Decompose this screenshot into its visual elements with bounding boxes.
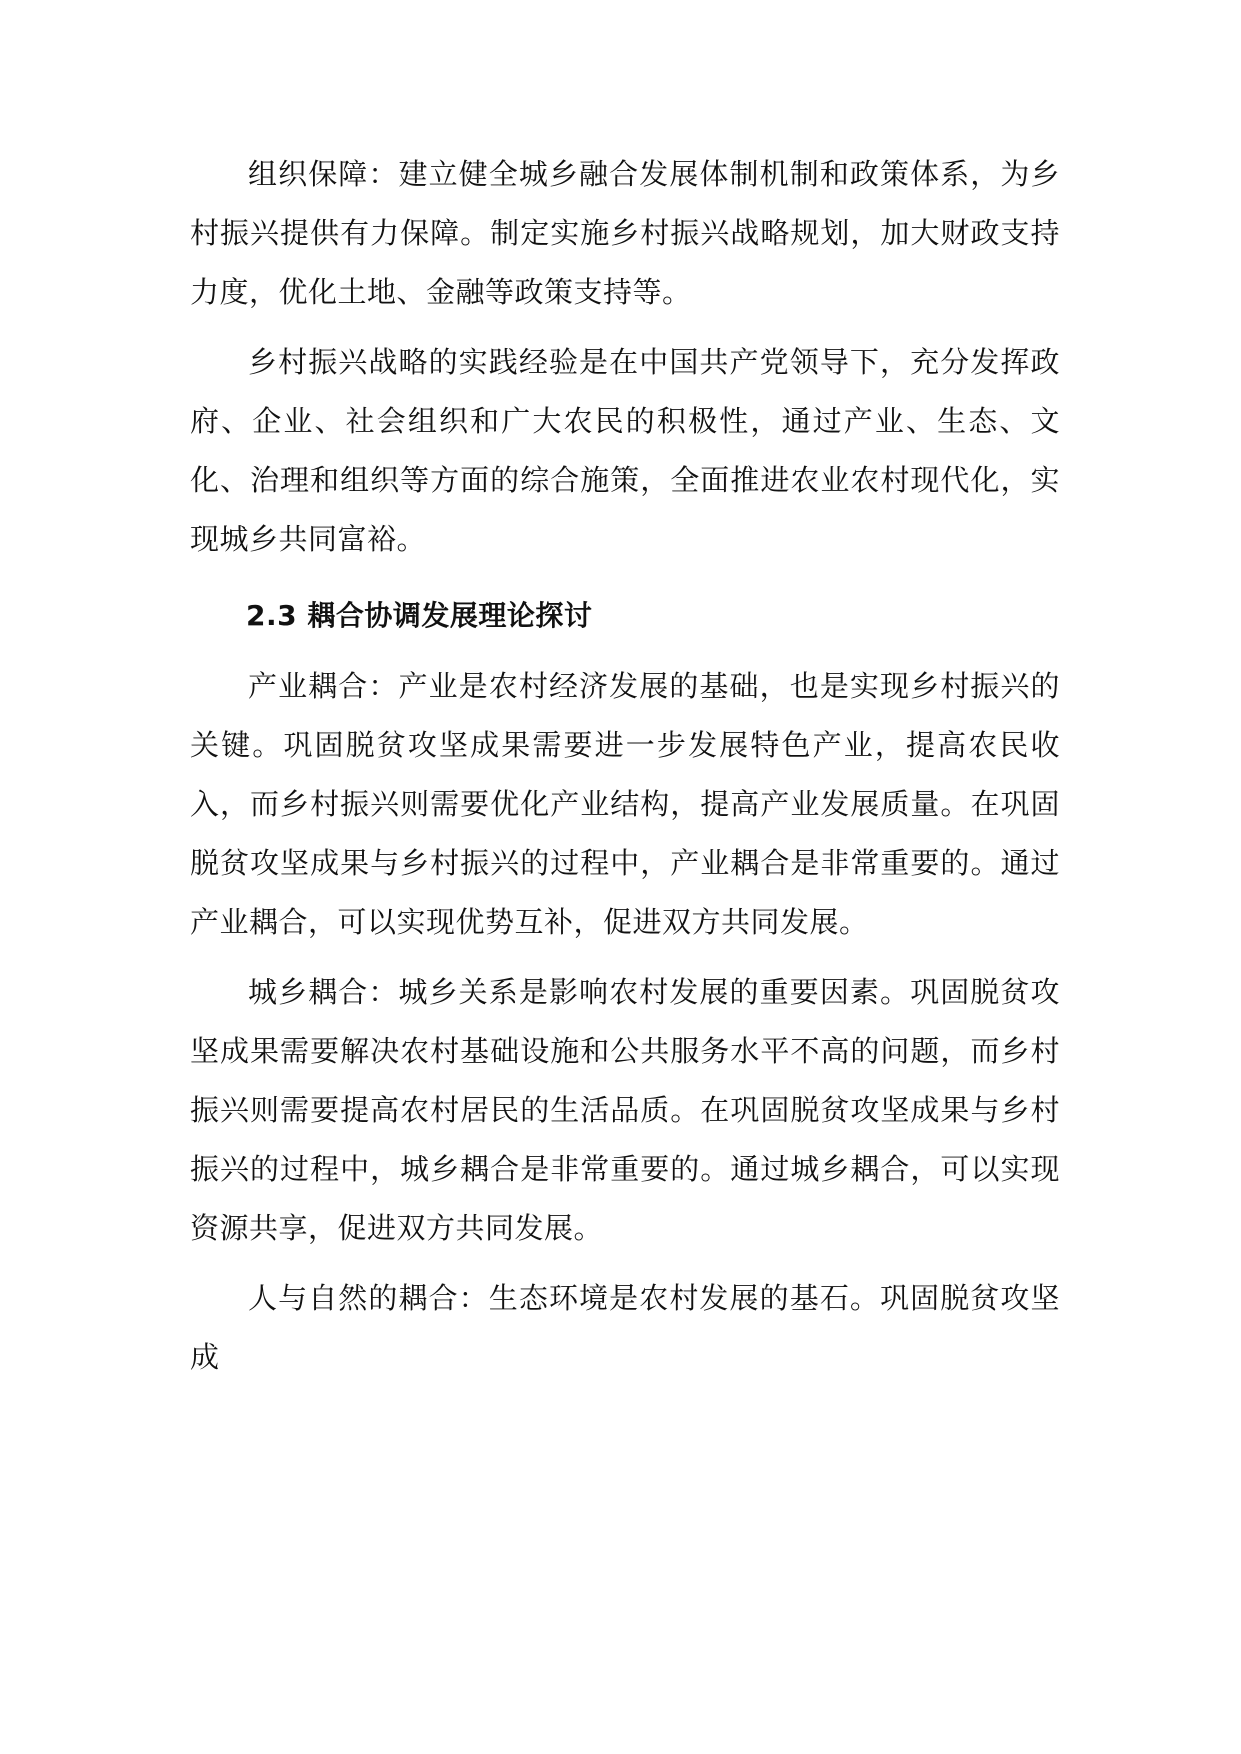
paragraph-organizational-support: 组织保障：建立健全城乡融合发展体制机制和政策体系，为乡村振兴提供有力保障。制定实施乡村振兴战略规划，加大财政支持力度，优化土地、金融等政策支持等。 [190, 157, 1060, 309]
paragraph-industry-coupling: 产业耦合：产业是农村经济发展的基础，也是实现乡村振兴的关键。巩固脱贫攻坚成果需要进一步发展特色产业，提高农民收入，而乡村振兴则需要优化产业结构，提高产业发展质量。在巩固脱贫攻坚成果与乡村振兴的过程中，产业耦合是非常重要的。通过产业耦合，可以实现优势互补，促进双方共同发展。 [190, 669, 1060, 939]
paragraph-practice-experience: 乡村振兴战略的实践经验是在中国共产党领导下，充分发挥政府、企业、社会组织和广大农民的积极性，通过产业、生态、文化、治理和组织等方面的综合施策，全面推进农业农村现代化，实现城乡共同富裕。 [190, 345, 1060, 556]
document-body [190, 145, 1060, 1398]
paragraph-urban-rural-coupling: 城乡耦合：城乡关系是影响农村发展的重要因素。巩固脱贫攻坚成果需要解决农村基础设施和公共服务水平不高的问题，而乡村振兴则需要提高农村居民的生活品质。在巩固脱贫攻坚成果与乡村振兴的过程中，城乡耦合是非常重要的。通过城乡耦合，可以实现资源共享，促进双方共同发展。 [190, 975, 1060, 1245]
paragraph-human-nature-coupling: 人与自然的耦合：生态环境是农村发展的基石。巩固脱贫攻坚成 [190, 1281, 1060, 1374]
section-heading: 2.3 耦合协调发展理论探讨 [246, 599, 593, 632]
